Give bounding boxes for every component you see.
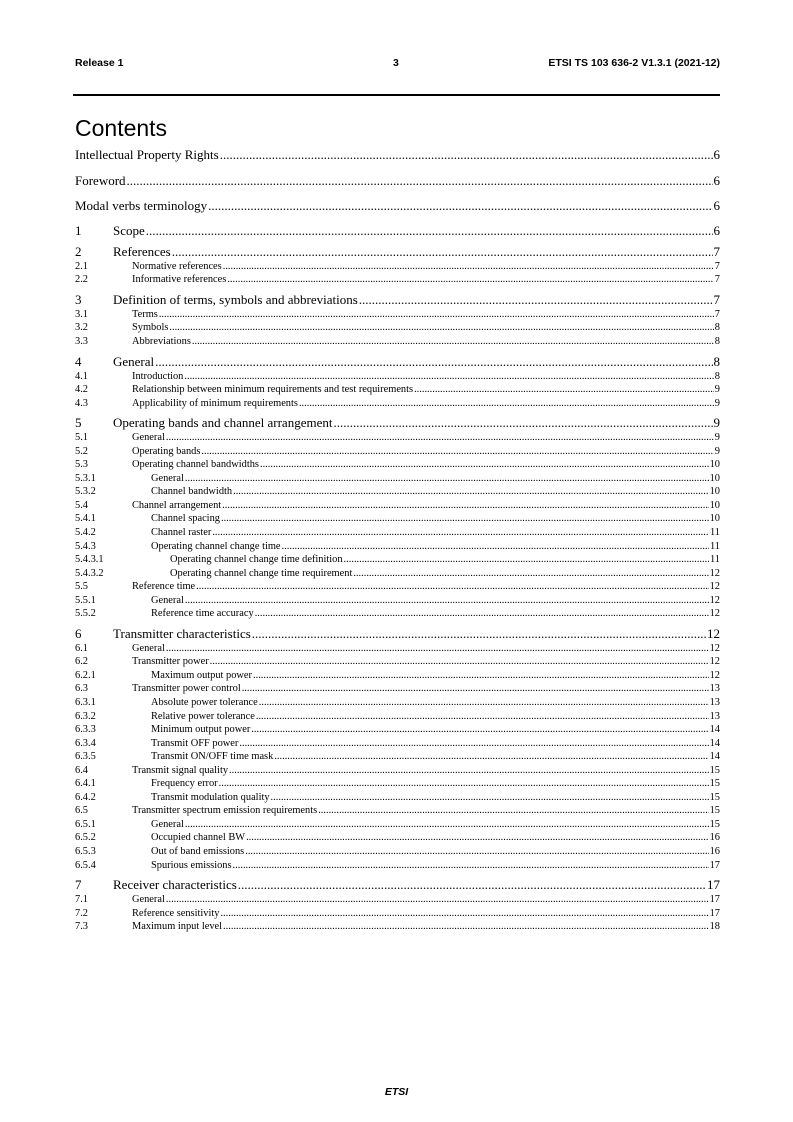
toc-entry-title[interactable]: Operating bands: [132, 445, 201, 457]
toc-entry-title[interactable]: Transmitter characteristics: [113, 625, 251, 641]
toc-entry-title[interactable]: Intellectual Property Rights: [75, 147, 219, 162]
toc-entry-title[interactable]: Occupied channel BW: [151, 832, 246, 844]
toc-entry-number: 6.3.5: [75, 751, 96, 763]
toc-leader-dots: [184, 370, 713, 384]
toc-entry-page[interactable]: 13: [709, 710, 720, 722]
toc-entry-title[interactable]: Frequency error: [151, 778, 218, 790]
toc-entry-number: 6.2: [75, 656, 88, 668]
toc-entry-number: 5.4.3.2: [75, 567, 104, 579]
toc-entry-title[interactable]: Minimum output power: [151, 724, 251, 736]
toc-entry-number: 4.2: [75, 384, 88, 396]
header-page-number: 3: [393, 57, 399, 69]
toc-leader-dots: [185, 594, 709, 608]
toc-entry-title[interactable]: Maximum output power: [151, 669, 253, 681]
toc-entry-number: 6.5: [75, 805, 88, 817]
toc-leader-dots: [256, 710, 709, 724]
toc-entry[interactable]: [75, 499, 720, 513]
toc-entry-page[interactable]: 11: [709, 526, 720, 538]
toc-entry-title[interactable]: Relationship between minimum requirements and test requirements: [132, 384, 414, 396]
toc-entry-number: 4: [75, 353, 82, 369]
toc-entry[interactable]: [75, 244, 720, 260]
toc-entry-page[interactable]: 10: [709, 486, 720, 498]
header-release: Release 1: [75, 57, 124, 69]
toc-leader-dots: [196, 580, 708, 594]
toc-entry-title[interactable]: Abbreviations: [132, 335, 191, 347]
toc-entry[interactable]: [75, 308, 720, 322]
toc-entry-title[interactable]: Symbols: [132, 322, 169, 334]
toc-entry-title[interactable]: General: [132, 432, 165, 444]
toc-leader-dots: [251, 723, 708, 737]
toc-entry-number: 5: [75, 415, 82, 431]
toc-leader-dots: [172, 244, 713, 260]
toc-leader-dots: [127, 172, 713, 189]
toc-leader-dots: [246, 831, 709, 845]
toc-entry[interactable]: [75, 804, 720, 818]
toc-leader-dots: [333, 415, 712, 431]
toc-entry[interactable]: [75, 273, 720, 287]
toc-leader-dots: [166, 893, 709, 907]
toc-entry-title[interactable]: Transmit ON/OFF time mask: [151, 751, 274, 763]
toc-entry[interactable]: [75, 370, 720, 384]
toc-entry-page[interactable]: 17: [709, 907, 720, 919]
toc-entry-title[interactable]: Operating channel change time: [151, 540, 281, 552]
toc-entry-page[interactable]: 7: [713, 243, 720, 259]
toc-entry[interactable]: [75, 260, 720, 274]
toc-entry[interactable]: [75, 626, 720, 642]
toc-leader-dots: [192, 335, 714, 349]
toc-entry[interactable]: [75, 723, 720, 737]
toc-entry-number: 6.4.2: [75, 791, 96, 803]
toc-entry-page[interactable]: 7: [713, 291, 720, 307]
header-rule: [73, 94, 720, 96]
toc-leader-dots: [169, 321, 713, 335]
toc-entry-number: 6.3.2: [75, 710, 96, 722]
toc-entry-page[interactable]: 13: [709, 683, 720, 695]
toc-entry-page[interactable]: 17: [709, 859, 720, 871]
toc-entry-title[interactable]: General: [151, 594, 184, 606]
toc-entry-page[interactable]: 12: [709, 608, 720, 620]
toc-leader-dots: [238, 877, 706, 893]
toc-leader-dots: [242, 682, 709, 696]
toc-entry-title[interactable]: Reference time accuracy: [151, 608, 254, 620]
toc-entry-number: 2: [75, 243, 82, 259]
footer-etsi: ETSI: [384, 1086, 409, 1098]
toc-entry-title[interactable]: General: [151, 818, 184, 830]
toc-entry-number: 2.1: [75, 260, 88, 272]
toc-entry[interactable]: [75, 920, 720, 934]
toc-entry-page[interactable]: 8: [713, 353, 720, 369]
toc-entry[interactable]: [75, 750, 720, 764]
toc-entry[interactable]: [75, 682, 720, 696]
toc-entry[interactable]: [75, 197, 720, 214]
toc-leader-dots: [233, 859, 709, 873]
toc-entry[interactable]: [75, 594, 720, 608]
toc-entry-number: 5.3.1: [75, 472, 96, 484]
toc-entry[interactable]: [75, 472, 720, 486]
toc-entry-title[interactable]: General: [113, 353, 155, 369]
toc-entry-title[interactable]: Operating channel change time requirement: [170, 567, 353, 579]
toc-entry-title[interactable]: Operating bands and channel arrangement: [113, 415, 333, 431]
header-document-id: ETSI TS 103 636-2 V1.3.1 (2021-12): [548, 57, 720, 69]
toc-leader-dots: [201, 445, 713, 459]
toc-entry-page[interactable]: 16: [709, 832, 720, 844]
toc-entry[interactable]: [75, 146, 720, 163]
toc-entry-page[interactable]: 18: [709, 921, 720, 933]
toc-entry-number: 6.1: [75, 642, 88, 654]
toc-leader-dots: [252, 626, 706, 642]
toc-leader-dots: [185, 472, 709, 486]
toc-entry-title[interactable]: Foreword: [75, 172, 126, 188]
toc-entry-page[interactable]: 8: [714, 322, 720, 334]
toc-entry-page[interactable]: 12: [709, 581, 720, 593]
toc-entry-number: 6.3.4: [75, 737, 96, 749]
toc-entry-page[interactable]: 15: [709, 791, 720, 803]
toc-entry-page[interactable]: 12: [709, 567, 720, 579]
toc-entry-page[interactable]: 6: [713, 222, 720, 238]
toc-entry-page[interactable]: 11: [709, 554, 720, 566]
toc-entry[interactable]: [75, 172, 720, 189]
toc-entry-number: 6.3.3: [75, 724, 96, 736]
toc-entry-page[interactable]: 9: [714, 432, 720, 444]
toc-entry-title[interactable]: Channel raster: [151, 526, 212, 538]
toc-entry-number: 6.5.2: [75, 832, 96, 844]
toc-leader-dots: [227, 273, 713, 287]
toc-entry-page[interactable]: 12: [709, 669, 720, 681]
toc-entry-page[interactable]: 6: [713, 172, 720, 188]
toc-entry[interactable]: [75, 526, 720, 540]
toc-entry-title[interactable]: Modal verbs terminology: [75, 198, 208, 214]
toc-entry[interactable]: [75, 893, 720, 907]
toc-entry[interactable]: [75, 831, 720, 845]
toc-entry-page[interactable]: 10: [709, 513, 720, 525]
toc-leader-dots: [359, 292, 713, 308]
toc-leader-dots: [233, 485, 709, 499]
table-of-contents: [75, 146, 720, 934]
toc-leader-dots: [253, 669, 709, 683]
toc-entry-title[interactable]: Transmitter power: [132, 656, 209, 668]
toc-entry-title[interactable]: Operating channel bandwidths: [132, 459, 259, 471]
toc-leader-dots: [212, 526, 709, 540]
toc-leader-dots: [318, 804, 708, 818]
toc-entry[interactable]: [75, 845, 720, 859]
toc-entry-page[interactable]: 6: [713, 198, 720, 214]
toc-entry[interactable]: [75, 877, 720, 893]
toc-entry[interactable]: [75, 907, 720, 921]
toc-entry[interactable]: [75, 397, 720, 411]
toc-leader-dots: [146, 223, 713, 239]
toc-entry-page[interactable]: 6: [713, 147, 720, 162]
toc-leader-dots: [220, 907, 708, 921]
toc-leader-dots: [414, 383, 714, 397]
toc-entry-number: 5.2: [75, 445, 88, 457]
toc-entry-title[interactable]: Relative power tolerance: [151, 710, 255, 722]
toc-leader-dots: [159, 308, 714, 322]
toc-entry-title[interactable]: General: [132, 642, 165, 654]
toc-entry-number: 4.1: [75, 370, 88, 382]
toc-entry[interactable]: [75, 696, 720, 710]
toc-leader-dots: [219, 777, 709, 791]
toc-entry-page[interactable]: 8: [714, 335, 720, 347]
toc-entry-number: 7: [75, 877, 82, 893]
toc-entry-title[interactable]: Spurious emissions: [151, 859, 232, 871]
toc-leader-dots: [344, 553, 709, 567]
toc-leader-dots: [223, 260, 714, 274]
toc-entry-number: 3: [75, 291, 82, 307]
toc-entry-number: 5.5.2: [75, 608, 96, 620]
toc-entry[interactable]: [75, 540, 720, 554]
toc-entry-title[interactable]: References: [113, 243, 171, 259]
toc-entry-title[interactable]: Transmit modulation quality: [151, 791, 270, 803]
toc-entry[interactable]: [75, 777, 720, 791]
toc-entry-number: 4.3: [75, 397, 88, 409]
toc-leader-dots: [220, 146, 713, 163]
toc-entry[interactable]: [75, 567, 720, 581]
toc-leader-dots: [353, 567, 708, 581]
toc-entry-page[interactable]: 14: [709, 724, 720, 736]
toc-entry-title[interactable]: Transmit OFF power: [151, 737, 239, 749]
toc-entry[interactable]: [75, 818, 720, 832]
toc-leader-dots: [166, 642, 709, 656]
toc-entry-page[interactable]: 15: [709, 764, 720, 776]
toc-entry[interactable]: [75, 655, 720, 669]
toc-entry-number: 6.3: [75, 683, 88, 695]
toc-entry[interactable]: [75, 512, 720, 526]
toc-leader-dots: [222, 499, 708, 513]
toc-leader-dots: [260, 458, 709, 472]
toc-leader-dots: [274, 750, 708, 764]
toc-entry[interactable]: [75, 383, 720, 397]
toc-entry-number: 6.4: [75, 764, 88, 776]
toc-entry[interactable]: [75, 791, 720, 805]
toc-entry-title[interactable]: Reference time: [132, 581, 196, 593]
toc-entry-number: 2.2: [75, 274, 88, 286]
toc-entry[interactable]: [75, 485, 720, 499]
toc-entry-title[interactable]: Transmit signal quality: [132, 764, 229, 776]
toc-entry-number: 6: [75, 625, 82, 641]
toc-entry-title[interactable]: Definition of terms, symbols and abbreviations: [113, 291, 358, 307]
toc-entry-page[interactable]: 7: [714, 308, 720, 320]
toc-entry[interactable]: [75, 710, 720, 724]
toc-entry-page[interactable]: 15: [709, 818, 720, 830]
toc-entry-number: 5.3.2: [75, 486, 96, 498]
toc-entry[interactable]: [75, 553, 720, 567]
toc-entry-page[interactable]: 13: [709, 697, 720, 708]
toc-entry-page[interactable]: 7: [714, 274, 720, 286]
toc-entry-page[interactable]: 12: [707, 625, 720, 641]
toc-entry-title[interactable]: Normative references: [132, 260, 222, 272]
toc-leader-dots: [229, 764, 709, 778]
toc-entry-page[interactable]: 15: [709, 778, 720, 790]
toc-entry-title[interactable]: Channel spacing: [151, 513, 220, 525]
toc-leader-dots: [271, 791, 709, 805]
toc-entry[interactable]: [75, 737, 720, 751]
toc-entry-page[interactable]: 15: [709, 805, 720, 817]
toc-entry-title[interactable]: Operating channel change time definition: [170, 554, 343, 566]
toc-entry-page[interactable]: 9: [713, 415, 720, 431]
toc-leader-dots: [208, 197, 712, 214]
toc-leader-dots: [210, 655, 709, 669]
toc-entry-title[interactable]: Terms: [132, 308, 158, 320]
toc-entry-page[interactable]: 10: [709, 499, 720, 511]
toc-entry-page[interactable]: 12: [709, 594, 720, 606]
toc-entry-page[interactable]: 16: [709, 846, 720, 858]
toc-entry-number: 5.4: [75, 499, 88, 511]
toc-entry-page[interactable]: 12: [709, 642, 720, 654]
toc-entry-title[interactable]: Informative references: [132, 274, 227, 286]
toc-entry-number: 7.1: [75, 894, 88, 906]
toc-entry[interactable]: [75, 354, 720, 370]
toc-leader-dots: [282, 540, 709, 554]
toc-entry-number: 7.3: [75, 921, 88, 933]
toc-entry-page[interactable]: 10: [709, 472, 720, 484]
toc-entry-title[interactable]: Transmitter power control: [132, 683, 241, 695]
toc-entry-title[interactable]: General: [132, 894, 165, 906]
toc-entry-number: 6.2.1: [75, 669, 96, 681]
toc-entry-title[interactable]: Reference sensitivity: [132, 907, 220, 919]
toc-entry-number: 5.4.1: [75, 513, 96, 525]
toc-entry-title[interactable]: Absolute power tolerance: [151, 697, 258, 708]
toc-entry-title[interactable]: Channel arrangement: [132, 499, 222, 511]
toc-entry-page[interactable]: 14: [709, 737, 720, 749]
toc-entry[interactable]: [75, 607, 720, 621]
toc-entry-page[interactable]: 14: [709, 751, 720, 763]
toc-entry-title[interactable]: Transmitter spectrum emission requirements: [132, 805, 318, 817]
toc-entry-title[interactable]: Scope: [113, 222, 145, 238]
toc-entry-number: 5.5.1: [75, 594, 96, 606]
toc-entry-number: 3.3: [75, 335, 88, 347]
toc-entry-number: 7.2: [75, 907, 88, 919]
toc-entry-page[interactable]: 12: [709, 656, 720, 668]
toc-entry-number: 3.2: [75, 322, 88, 334]
toc-entry-title[interactable]: Receiver characteristics: [113, 877, 237, 893]
toc-leader-dots: [223, 920, 709, 934]
toc-entry[interactable]: [75, 580, 720, 594]
toc-entry-title[interactable]: Channel bandwidth: [151, 486, 233, 498]
toc-entry[interactable]: [75, 321, 720, 335]
toc-entry-page[interactable]: 9: [714, 384, 720, 396]
toc-entry[interactable]: [75, 764, 720, 778]
toc-entry-number: 3.1: [75, 308, 88, 320]
toc-entry-title[interactable]: Introduction: [132, 370, 184, 382]
toc-entry-page[interactable]: 9: [714, 445, 720, 457]
toc-entry-title[interactable]: Maximum input level: [132, 921, 223, 933]
toc-entry[interactable]: [75, 415, 720, 431]
toc-leader-dots: [185, 818, 709, 832]
toc-entry-page[interactable]: 11: [709, 540, 720, 552]
toc-entry-page[interactable]: 7: [714, 260, 720, 272]
toc-leader-dots: [245, 845, 708, 859]
toc-entry-number: 6.5.3: [75, 846, 96, 858]
toc-entry[interactable]: [75, 445, 720, 459]
toc-leader-dots: [166, 431, 714, 445]
toc-entry[interactable]: [75, 642, 720, 656]
toc-entry-number: 6.4.1: [75, 778, 96, 790]
toc-entry[interactable]: [75, 335, 720, 349]
toc-entry-number: 5.4.2: [75, 526, 96, 538]
toc-entry[interactable]: [75, 458, 720, 472]
toc-entry-number: 5.5: [75, 581, 88, 593]
page-title: Contents: [75, 115, 168, 142]
toc-entry-number: 5.4.3: [75, 540, 96, 552]
toc-entry-page[interactable]: 17: [709, 894, 720, 906]
toc-leader-dots: [155, 354, 712, 370]
toc-entry-number: 6.5.1: [75, 818, 96, 830]
toc-entry[interactable]: [75, 859, 720, 873]
toc-entry-number: 5.4.3.1: [75, 554, 104, 566]
toc-entry[interactable]: [75, 669, 720, 683]
toc-entry-number: 6.3.1: [75, 697, 96, 708]
toc-entry[interactable]: [75, 223, 720, 239]
toc-entry[interactable]: [75, 292, 720, 308]
toc-entry-title[interactable]: Applicability of minimum requirements: [132, 397, 298, 409]
toc-entry-title[interactable]: Out of band emissions: [151, 846, 245, 858]
toc-entry-number: 1: [75, 222, 82, 238]
toc-leader-dots: [299, 397, 714, 411]
toc-entry-number: 6.5.4: [75, 859, 96, 871]
toc-entry-number: 5.1: [75, 432, 88, 444]
toc-entry-title[interactable]: General: [151, 472, 184, 484]
toc-entry-number: 5.3: [75, 459, 88, 471]
toc-entry-page[interactable]: 17: [707, 877, 720, 893]
toc-leader-dots: [221, 512, 709, 526]
toc-entry-page[interactable]: 9: [714, 397, 720, 409]
toc-leader-dots: [239, 737, 708, 751]
toc-entry[interactable]: [75, 431, 720, 445]
toc-leader-dots: [259, 696, 709, 710]
toc-entry-page[interactable]: 8: [714, 370, 720, 382]
toc-leader-dots: [255, 607, 709, 621]
toc-entry-page[interactable]: 10: [709, 459, 720, 471]
